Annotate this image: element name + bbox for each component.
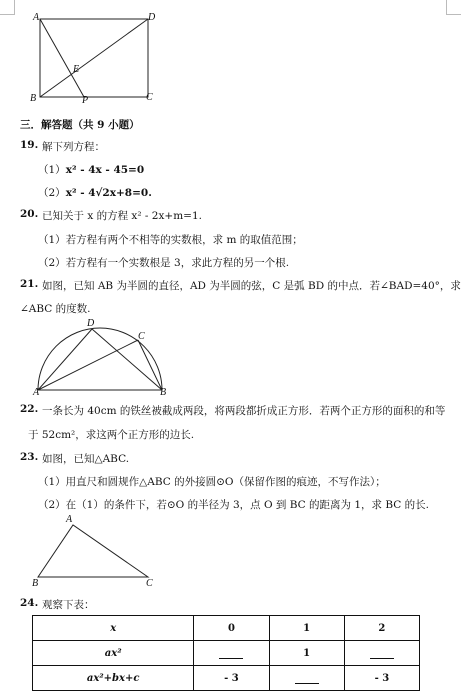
q22-number: 22.: [20, 403, 39, 415]
q20-part1: （1）若方程有两个不相等的实数根，求 m 的取值范围；: [38, 234, 303, 246]
q21-number: 21.: [20, 278, 39, 290]
table-cell: - 3: [344, 666, 419, 691]
q20-number: 20.: [20, 208, 39, 220]
q20-part2: （2）若方程有一个实数根是 3，求此方程的另一个根.: [38, 257, 290, 269]
fig1-label-p: P: [82, 95, 89, 106]
q21-stem-line1: 如图，已知 AB 为半圆的直径，AD 为半圆的弦，C 是弧 BD 的中点．若∠BAD=40°，求: [42, 280, 461, 292]
figure-rectangle: [28, 10, 163, 110]
fig1-label-a: A: [33, 12, 40, 23]
q24-stem: 观察下表：: [42, 599, 95, 611]
q24-number: 24.: [20, 597, 39, 609]
fig1-label-c: C: [146, 92, 153, 103]
table-row-label: ax²+bx+c: [33, 666, 194, 691]
table-row-label: ax²: [33, 641, 194, 666]
q19-part2: [38, 185, 152, 200]
table-cell-blank: [344, 641, 419, 666]
answer-blank: [295, 673, 319, 684]
fig3-label-b: B: [32, 578, 39, 589]
q23-part2: （2）在（1）的条件下，若⊙O 的半径为 3，点 O 到 BC 的距离为 1，求 BC 的长.: [38, 499, 430, 511]
fig1-label-b: B: [30, 93, 37, 104]
table-header-cell: 1: [269, 616, 344, 641]
figure-semicircle: [30, 318, 170, 398]
fig3-label-c: C: [146, 578, 153, 589]
figure-triangle: [28, 515, 163, 585]
fig2-label-b: B: [160, 387, 167, 398]
page-corner-mark-right: [446, 0, 461, 15]
table-cell-blank: [194, 641, 269, 666]
table-cell: 1: [269, 641, 344, 666]
table-row: [33, 666, 420, 691]
fig2-label-d: D: [87, 318, 95, 329]
q19-part2-equation: x² - 4√2x+8=0.: [65, 187, 152, 199]
q19-stem: 解下列方程：: [42, 141, 105, 153]
page-corner-mark-left: [0, 0, 15, 15]
table-cell: - 3: [194, 666, 269, 691]
q22-line2: 于 52cm²，求这两个正方形的边长.: [28, 429, 195, 441]
q19-part2-label: （2）: [38, 187, 66, 199]
q19-part1: [38, 162, 144, 177]
q19-part1-label: （1）: [38, 164, 66, 176]
q23-part1: （1）用直尺和圆规作△ABC 的外接圆⊙O（保留作图的痕迹，不写作法）；: [38, 476, 386, 488]
table-header-cell: 2: [344, 616, 419, 641]
q23-stem: 如图，已知△ABC.: [42, 453, 130, 465]
fig1-label-d: D: [148, 12, 156, 23]
fig2-label-a: A: [33, 387, 40, 398]
fig2-label-c: C: [138, 331, 145, 342]
table-row: [33, 616, 420, 641]
answer-blank: [219, 648, 243, 659]
q20-stem: 已知关于 x 的方程 x² - 2x+m=1.: [42, 210, 202, 222]
answer-blank: [370, 648, 394, 659]
q23-number: 23.: [20, 451, 39, 463]
table-header-cell: 0: [194, 616, 269, 641]
section-title: 三．解答题（共 9 小题）: [20, 119, 140, 131]
q19-number: 19.: [20, 139, 39, 151]
observation-table: [32, 615, 420, 691]
fig3-label-a: A: [66, 514, 73, 525]
table-header-cell: x: [33, 616, 194, 641]
q21-stem-line2: ∠ABC 的度数.: [20, 303, 91, 315]
q19-part1-equation: x² - 4x - 45=0: [65, 164, 145, 176]
table-cell-blank: [269, 666, 344, 691]
fig1-label-e: E: [73, 64, 80, 75]
q22-line1: 一条长为 40cm 的铁丝被截成两段，将两段都折成正方形．若两个正方形的面积的和等: [42, 405, 446, 417]
table-row: [33, 641, 420, 666]
